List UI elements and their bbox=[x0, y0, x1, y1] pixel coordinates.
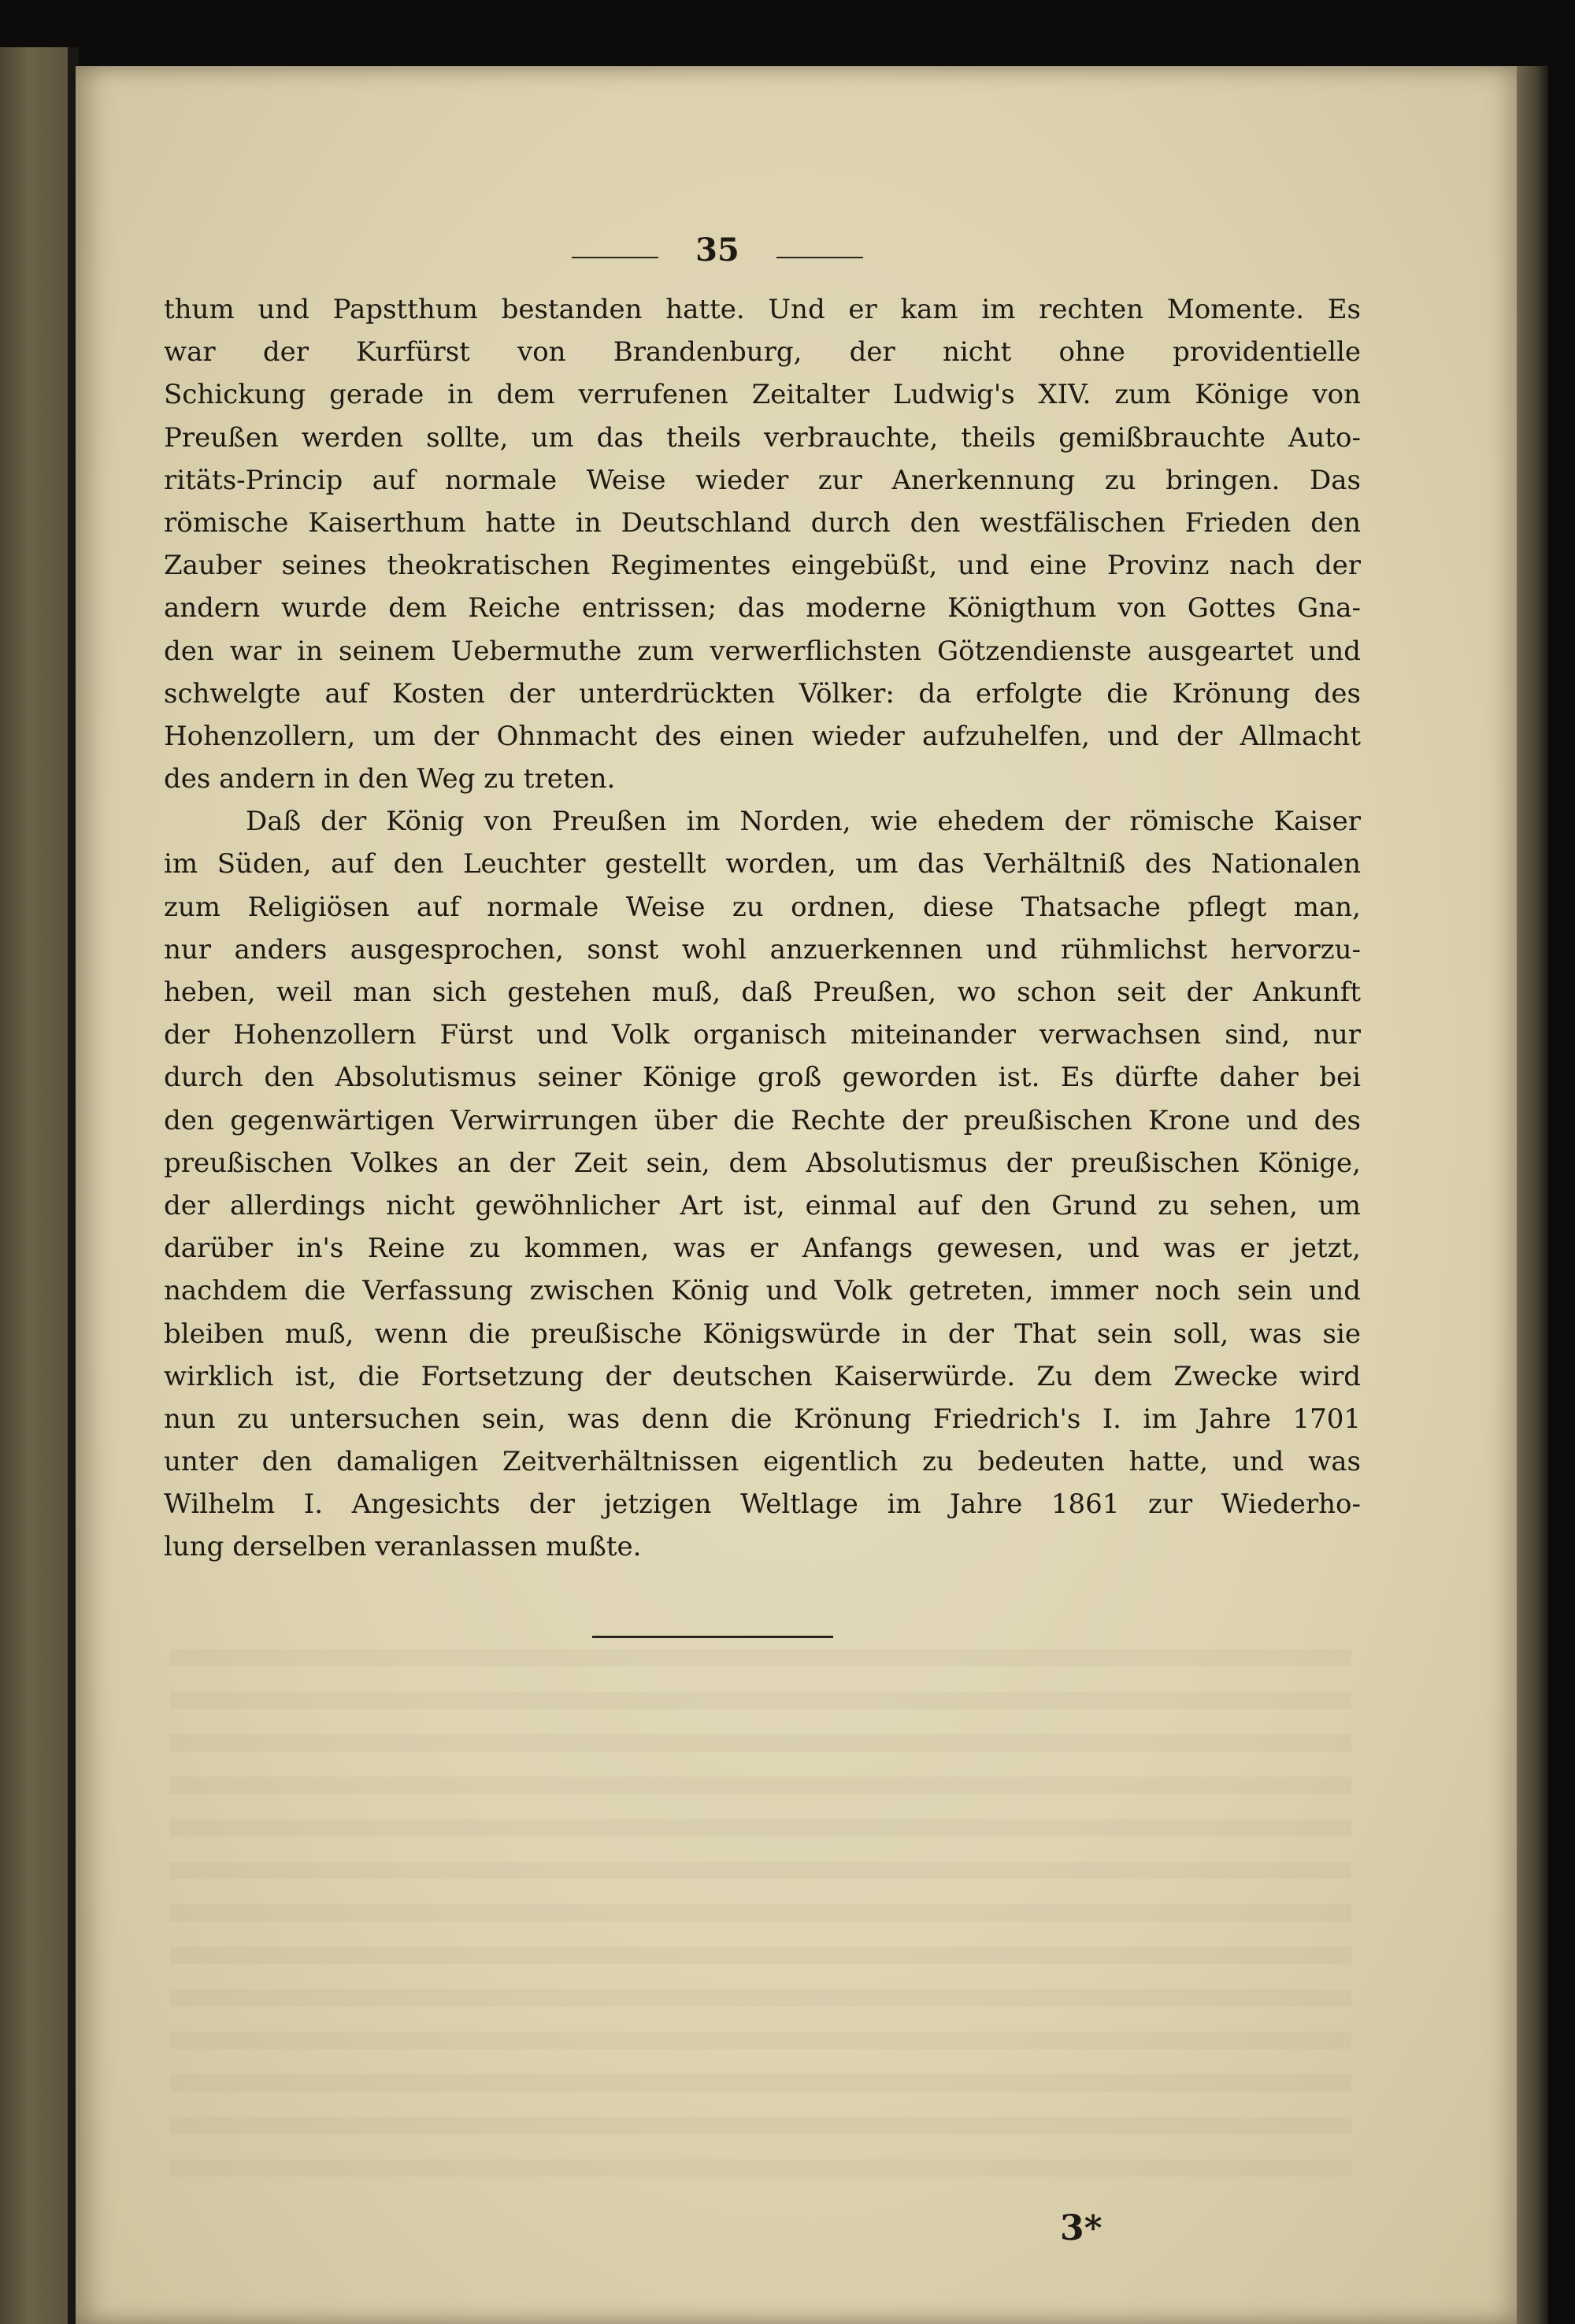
previous-page-edge bbox=[0, 47, 72, 2324]
body-text bbox=[164, 288, 1361, 1569]
text-line: im Süden, auf den Leuchter gestellt worden, um das Verhältniß des Nationalen bbox=[164, 848, 1361, 880]
closing-rule bbox=[592, 1636, 833, 1638]
text-line: Daß der König von Preußen im Norden, wie ehedem der römische Kaiser bbox=[246, 806, 1361, 838]
text-line: Schickung gerade in dem verrufenen Zeitalter Ludwig's XIV. zum Könige von bbox=[164, 379, 1361, 411]
text-line: wirklich ist, die Fortsetzung der deutschen Kaiserwürde. Zu dem Zwecke wird bbox=[164, 1360, 1361, 1392]
text-line: war der Kurfürst von Brandenburg, der nicht ohne providentielle bbox=[164, 336, 1361, 369]
text-line: nachdem die Verfassung zwischen König und Volk getreten, immer noch sein und bbox=[164, 1275, 1361, 1307]
text-line: Hohenzollern, um der Ohnmacht des einen wieder aufzuhelfen, und der Allmacht bbox=[164, 720, 1361, 752]
text-line: des andern in den Weg zu treten. bbox=[164, 763, 616, 795]
text-line: schwelgte auf Kosten der unterdrückten Völker: da erfolgte die Krönung des bbox=[164, 677, 1361, 710]
text-line: darüber in's Reine zu kommen, was er Anfangs gewesen, und was er jetzt, bbox=[164, 1232, 1361, 1265]
page-number: 35 bbox=[695, 232, 739, 269]
text-line: nun zu untersuchen sein, was denn die Krönung Friedrich's I. im Jahre 1701 bbox=[164, 1403, 1361, 1435]
text-line: nur anders ausgesprochen, sonst wohl anzuerkennen und rühmlichst hervorzu- bbox=[164, 933, 1361, 966]
text-line: heben, weil man sich gestehen muß, daß Preußen, wo schon seit der Ankunft bbox=[164, 977, 1361, 1008]
signature-mark: 3* bbox=[1060, 2208, 1102, 2248]
text-line: bleiben muß, wenn die preußische Königswürde in der That sein soll, was sie bbox=[164, 1318, 1361, 1350]
text-line: der Hohenzollern Fürst und Volk organisch miteinander verwachsen sind, nur bbox=[164, 1019, 1361, 1051]
head-rule-right bbox=[776, 257, 863, 258]
head-rule-left bbox=[572, 257, 658, 258]
text-line: ritäts-Princip auf normale Weise wieder zur Anerkennung zu bringen. Das bbox=[164, 464, 1361, 496]
text-line: lung derselben veranlassen mußte. bbox=[164, 1531, 642, 1563]
text-line: den war in seinem Uebermuthe zum verwerflichsten Götzendienste ausgeartet und bbox=[164, 635, 1361, 667]
show-through-texture bbox=[170, 1649, 1351, 2200]
text-line: zum Religiösen auf normale Weise zu ordnen, diese Thatsache pflegt man, bbox=[164, 891, 1361, 923]
paragraph-1 bbox=[164, 288, 1361, 800]
text-line: andern wurde dem Reiche entrissen; das moderne Königthum von Gottes Gna- bbox=[164, 592, 1361, 625]
page-fore-edge bbox=[1517, 66, 1548, 2324]
running-head bbox=[76, 232, 1517, 279]
text-line: thum und Papstthum bestanden hatte. Und er kam im rechten Momente. Es bbox=[164, 294, 1361, 325]
book-page bbox=[76, 66, 1517, 2324]
text-line: durch den Absolutismus seiner Könige groß geworden ist. Es dürfte daher bei bbox=[164, 1062, 1361, 1094]
text-line: Preußen werden sollte, um das theils verbrauchte, theils gemißbrauchte Auto- bbox=[164, 421, 1361, 454]
text-line: den gegenwärtigen Verwirrungen über die Rechte der preußischen Krone und des bbox=[164, 1104, 1361, 1136]
text-line: preußischen Volkes an der Zeit sein, dem Absolutismus der preußischen Könige, bbox=[164, 1147, 1361, 1179]
text-line: römische Kaiserthum hatte in Deutschland durch den westfälischen Frieden den bbox=[164, 506, 1361, 539]
paragraph-2 bbox=[164, 800, 1361, 1568]
text-line: der allerdings nicht gewöhnlicher Art ist, einmal auf den Grund zu sehen, um bbox=[164, 1189, 1361, 1221]
text-line: Zauber seines theokratischen Regimentes eingebüßt, und eine Provinz nach der bbox=[164, 550, 1361, 582]
text-line: unter den damaligen Zeitverhältnissen eigentlich zu bedeuten hatte, und was bbox=[164, 1446, 1361, 1478]
text-line: Wilhelm I. Angesichts der jetzigen Weltlage im Jahre 1861 zur Wiederho- bbox=[164, 1488, 1361, 1521]
